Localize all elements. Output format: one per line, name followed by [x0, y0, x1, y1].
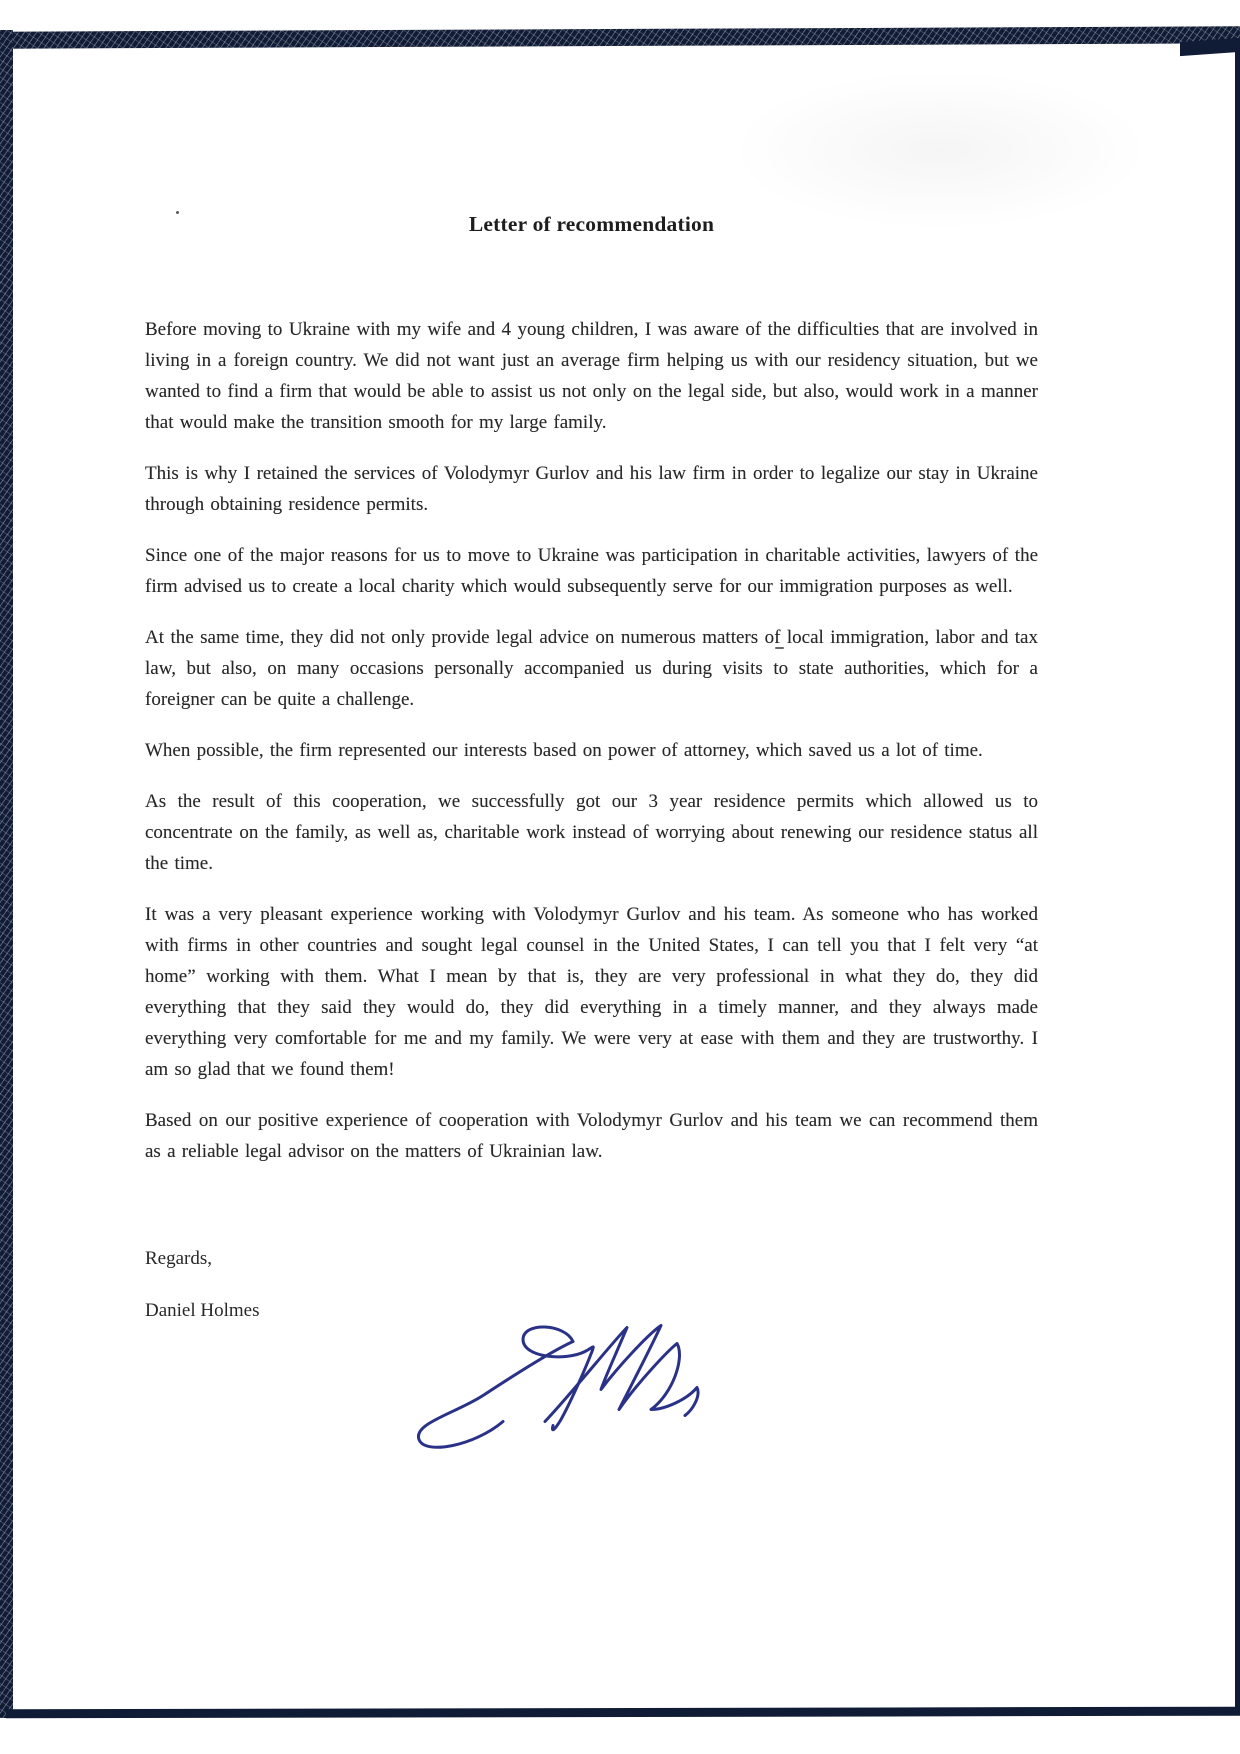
letter-page: [145, 0, 1038, 1326]
letter-paragraph: It was a very pleasant experience working with Volodymyr Gurlov and his team. As someone who has worked with firms in other countries and sought legal counsel in the United States, I can tell you that I felt very “at home” working with them. What I mean by that is, they are very professional in what they do, they did everything that they said they would do, they did everything in a timely manner, and they always made everything very comfortable for me and my family. We were very at ease with them and they are trustworthy. I am so glad that we found them!: [145, 904, 1038, 1080]
letter-paragraph: As the result of this cooperation, we successfully got our 3 year residence permits which allowed us to concentrate on the family, as well as, charitable work instead of worrying about renewing our residence status all the time.: [145, 791, 1038, 874]
letter-title: Letter of recommendation: [468, 212, 715, 236]
letter-paragraph: Based on our positive experience of cooperation with Volodymyr Gurlov and his team we can recommend them as a reliable legal advisor on the matters of Ukrainian law.: [145, 1110, 1038, 1162]
letter-signer-name: Daniel Holmes: [145, 1300, 260, 1321]
letter-body: [145, 314, 1038, 1167]
letter-paragraph: Before moving to Ukraine with my wife and 4 young children, I was aware of the difficulties that are involved in living in a foreign country. We did not want just an average firm helping us with our residency situation, but we wanted to find a firm that would be able to assist us not only on the legal side, but also, would work in a manner that would make the transition smooth for my large family.: [145, 319, 1038, 433]
letter-paragraph: Since one of the major reasons for us to move to Ukraine was participation in charitable activities, lawyers of the firm advised us to create a local charity which would subsequently serve for our immigration purposes as well.: [145, 545, 1038, 597]
letter-paragraph: When possible, the firm represented our interests based on power of attorney, which saved us a lot of time.: [145, 740, 983, 761]
scan-edge-left: [0, 30, 13, 1718]
scan-edge-top-wedge: [1180, 38, 1240, 56]
scan-edge-bottom: [6, 1707, 1240, 1719]
signature-scrawl-icon: [405, 1315, 705, 1460]
letter-closing: Regards,: [145, 1248, 213, 1269]
scan-edge-right: [1235, 46, 1240, 1712]
letter-paragraph: At the same time, they did not only provide legal advice on numerous matters of local immigration, labor and tax law, but also, on many occasions personally accompanied us during visits to state authorities, which for a foreigner can be quite a challenge.: [145, 627, 1038, 710]
letter-paragraph: This is why I retained the services of Volodymyr Gurlov and his law firm in order to legalize our stay in Ukraine through obtaining residence permits.: [145, 463, 1038, 515]
